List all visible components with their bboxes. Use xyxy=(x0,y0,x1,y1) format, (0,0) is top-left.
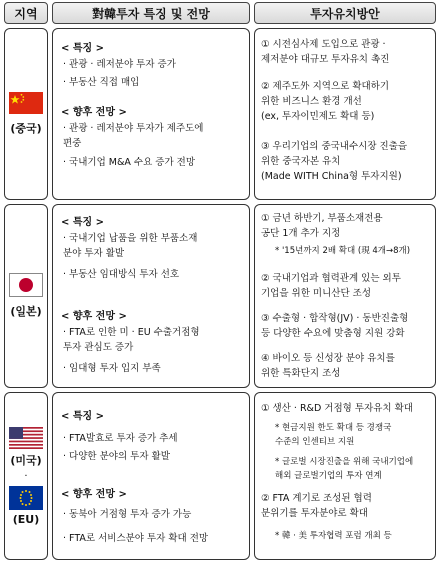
region-cell-china xyxy=(4,28,48,200)
plan-note: * '15년까지 2배 확대 (現 4개→8개) xyxy=(275,246,411,256)
outlook-title: < 향후 전망 > xyxy=(61,107,127,118)
plan-cell-us-eu xyxy=(254,392,436,560)
region-label-china: (중국) xyxy=(10,122,42,135)
feature-item: · 관광 · 레저분야 투자 증가 xyxy=(63,59,176,70)
region-label-japan: (일본) xyxy=(10,305,42,318)
feature-item: · 국내기업 납품을 위한 부품소재 xyxy=(63,233,198,244)
plan-item: 분위기를 투자분야로 확대 xyxy=(261,508,368,519)
characteristics-cell-us-eu xyxy=(52,392,250,560)
feature-item: · 부동산 직접 매입 xyxy=(63,77,140,88)
outlook-item: · 동북아 거점형 투자 증가 가능 xyxy=(63,509,192,520)
plan-item: ③ 우리기업의 중국내수시장 진출을 xyxy=(261,141,408,152)
outlook-item: 편중 xyxy=(63,138,82,149)
plan-note: * 글로벌 시장진출을 위해 국내기업에 xyxy=(275,457,414,467)
feature-title: < 특징 > xyxy=(61,411,105,422)
region-cell-japan xyxy=(4,204,48,388)
plan-item: 공단 1개 추가 지정 xyxy=(261,228,341,239)
plan-item: ② 국내기업과 협력관계 있는 외투 xyxy=(261,273,401,284)
outlook-item: · FTA로 인한 미 · EU 수출거점형 xyxy=(63,327,200,338)
usa-flag-icon xyxy=(9,427,43,449)
plan-note: * 韓 · 美 투자협력 포럼 개최 등 xyxy=(275,531,392,541)
region-label-us: (미국) xyxy=(10,453,42,467)
plan-item: 위한 중국자본 유치 xyxy=(261,156,341,167)
plan-item: 위한 특화단지 조성 xyxy=(261,368,341,379)
plan-item: 제저분야 대규모 투자유치 촉진 xyxy=(261,54,390,65)
characteristics-cell-japan xyxy=(52,204,250,388)
feature-title: < 특징 > xyxy=(61,43,105,54)
outlook-item: · 관광 · 레저분야 투자가 제주도에 xyxy=(63,123,204,134)
feature-item: · 다양한 분야의 투자 활발 xyxy=(63,451,170,462)
plan-note: 수준의 인센티브 지원 xyxy=(275,437,355,447)
outlook-title: < 향후 전망 > xyxy=(61,311,127,322)
plan-item: 위한 비즈니스 환경 개선 xyxy=(261,96,362,107)
plan-item: ① 금년 하반기, 부품소재전용 xyxy=(261,213,383,224)
plan-item: 기업을 위한 미니산단 조성 xyxy=(261,288,372,299)
outlook-item: · 임대형 투자 입지 부족 xyxy=(63,363,161,374)
header-region: 지역 xyxy=(4,2,48,24)
plan-item: ② 제주도外 지역으로 확대하기 xyxy=(261,81,390,92)
region-separator: · xyxy=(24,470,28,482)
feature-item: 분야 투자 활발 xyxy=(63,248,125,259)
plan-item: 등 다양한 수요에 맞춤형 지원 강화 xyxy=(261,328,405,339)
region-label-eu: (EU) xyxy=(12,512,40,526)
plan-item: ① 시전심사제 도입으로 관광 · xyxy=(261,39,386,50)
china-flag-icon xyxy=(9,92,43,114)
feature-item: · FTA발효로 투자 증가 추세 xyxy=(63,433,178,444)
eu-flag-icon xyxy=(9,486,43,510)
plan-item: ② FTA 계기로 조성된 협력 xyxy=(261,493,372,504)
plan-item: ③ 수출형 · 합작형(JV) · 동반진출형 xyxy=(261,313,409,324)
outlook-item: · FTA로 서비스분야 투자 확대 전망 xyxy=(63,533,209,544)
characteristics-cell-china xyxy=(52,28,250,200)
plan-item: ① 생산 · R&D 거점형 투자유치 확대 xyxy=(261,403,413,414)
plan-item: (Made WITH China형 투자지원) xyxy=(261,171,402,182)
feature-title: < 특징 > xyxy=(61,217,105,228)
outlook-item: · 국내기업 M&A 수요 증가 전망 xyxy=(63,157,195,168)
header-plan: 투자유치방안 xyxy=(254,2,436,24)
plan-note: 해외 글로벌기업의 투자 연계 xyxy=(275,471,382,481)
plan-cell-china xyxy=(254,28,436,200)
feature-item: · 부동산 임대방식 투자 선호 xyxy=(63,269,180,280)
header-characteristics: 對韓투자 특징 및 전망 xyxy=(52,2,250,24)
plan-item: (ex, 투자이민제도 확대 등) xyxy=(261,111,375,122)
plan-note: * 현금지원 한도 확대 등 경쟁국 xyxy=(275,423,392,433)
plan-item: ④ 바이오 등 신성장 분야 유치를 xyxy=(261,353,395,364)
plan-cell-japan xyxy=(254,204,436,388)
outlook-title: < 향후 전망 > xyxy=(61,489,127,500)
region-cell-us-eu xyxy=(4,392,48,560)
outlook-item: 투자 관심도 증가 xyxy=(63,342,134,353)
japan-flag-icon xyxy=(9,273,43,297)
